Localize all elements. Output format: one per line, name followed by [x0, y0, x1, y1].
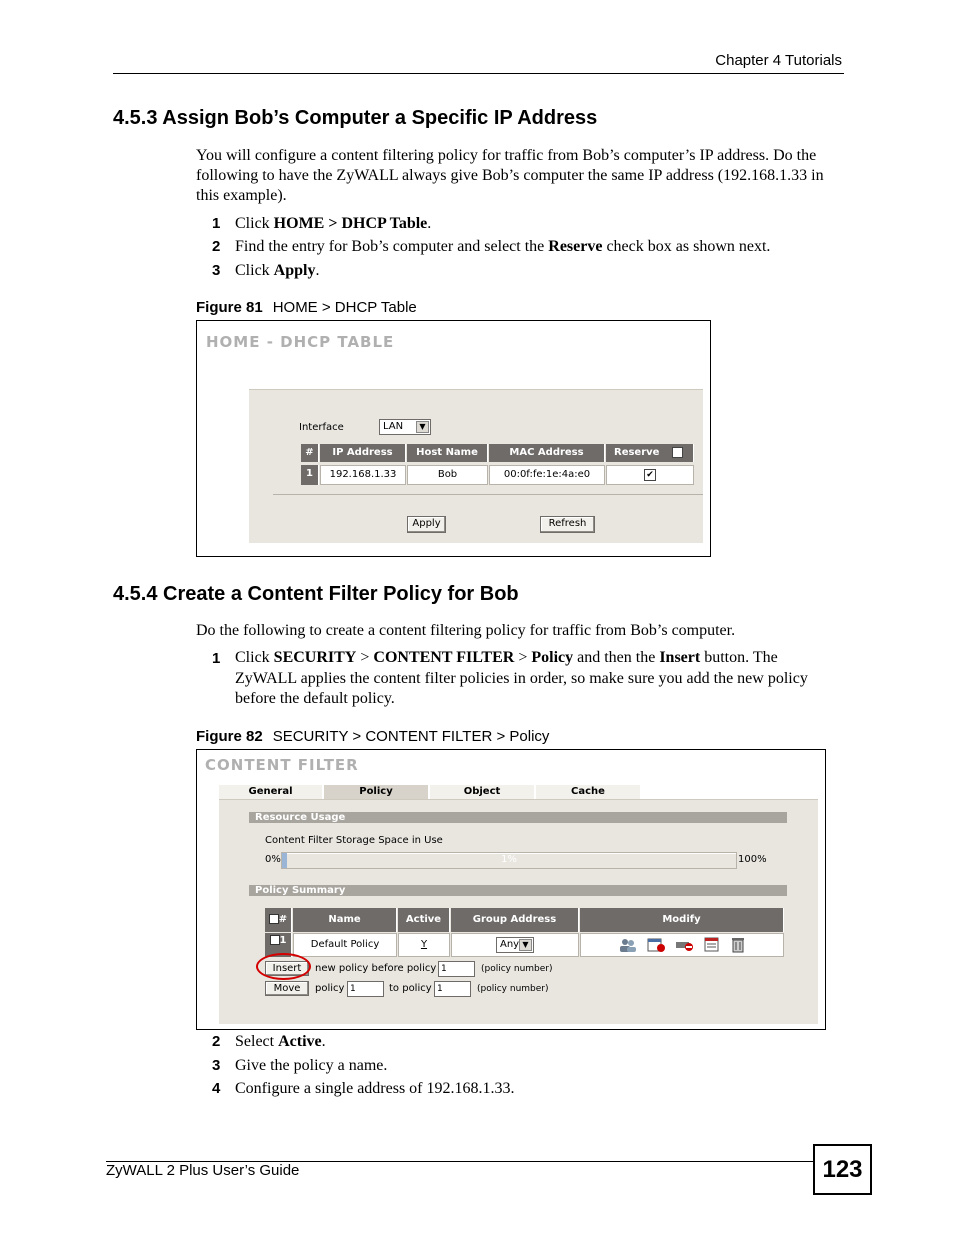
step-text: Configure a single address of 192.168.1.33.	[235, 1080, 515, 1097]
policy-text: policy	[315, 983, 345, 994]
screen-title: CONTENT FILTER	[205, 756, 359, 774]
step-bold: HOME > DHCP Table	[273, 215, 428, 232]
step-text: Click	[235, 215, 274, 232]
move-policy-input[interactable]: 1	[347, 981, 384, 997]
list-icon[interactable]	[704, 937, 720, 953]
guide-title: ZyWALL 2 Plus User’s Guide	[106, 1162, 300, 1179]
figure-label: Figure 82	[196, 728, 263, 745]
col-reserve	[606, 444, 694, 462]
chevron-down-icon: ▼	[519, 939, 532, 951]
figure-82-screenshot	[196, 749, 826, 1030]
step-text: .	[321, 1033, 326, 1050]
usage-min: 0%	[265, 854, 281, 865]
page-number: 123	[813, 1144, 872, 1195]
reserve-checkbox[interactable]: ✔	[644, 469, 656, 481]
col-reserve-label: Reserve	[614, 447, 660, 458]
step-text: .	[315, 262, 320, 279]
group-value: Any	[500, 939, 520, 950]
figure-caption-text: SECURITY > CONTENT FILTER > Policy	[272, 728, 550, 745]
step-bold: Reserve	[548, 238, 603, 255]
step-bold: Policy	[531, 649, 574, 666]
trash-icon[interactable]	[731, 936, 745, 954]
move-button[interactable]: Move	[265, 981, 309, 996]
step-text: Click	[235, 262, 274, 279]
col-mac-address: MAC Address	[489, 444, 605, 462]
block-icon[interactable]	[675, 937, 695, 953]
step-text: Select	[235, 1033, 279, 1050]
row-name: Default Policy	[293, 933, 397, 957]
header-rule	[113, 73, 844, 74]
step-text: and then the	[573, 649, 660, 666]
section1-intro: You will configure a content filtering policy for traffic from Bob’s computer’s IP address. Do the following to have the ZyWALL always give Bob’s computer the same IP address (192.168.1.33 in this example).	[196, 147, 824, 204]
expand-row-icon[interactable]: +	[270, 935, 279, 945]
figure-82-caption	[196, 728, 549, 745]
step-text: Click	[235, 649, 274, 666]
step-text: check box as shown next.	[602, 238, 771, 255]
resource-usage-bar: Resource Usage	[249, 812, 787, 823]
col-name: Name	[293, 908, 397, 932]
insert-highlight-circle	[256, 953, 311, 980]
col-index-label: #	[278, 914, 288, 925]
section-heading-4-5-3: 4.5.3 Assign Bob’s Computer a Specific IP Address	[113, 107, 598, 129]
step-bold: Active	[278, 1033, 322, 1050]
usage-max: 100%	[738, 854, 767, 865]
row-index: 1	[301, 465, 319, 485]
interface-select[interactable]	[379, 419, 431, 435]
row-mac: 00:0f:fe:1e:4a:e0	[489, 465, 605, 485]
col-group-address: Group Address	[451, 908, 579, 932]
step-text: >	[356, 649, 374, 666]
to-policy-text: to policy	[389, 983, 432, 994]
row-host: Bob	[407, 465, 488, 485]
step-text: button. The ZyWALL applies the content filter policies in order, so make sure you add the new policy before the default policy.	[235, 649, 808, 707]
content-filter-panel	[219, 799, 818, 1024]
figure-label: Figure 81	[196, 299, 263, 316]
expand-all-icon[interactable]: +	[270, 914, 278, 924]
interface-value: LAN	[383, 421, 404, 432]
step-number: 2	[212, 238, 221, 255]
row-reserve-cell	[606, 465, 694, 485]
group-address-select[interactable]	[496, 937, 534, 953]
step-bold: Insert	[659, 649, 701, 666]
step-bold: SECURITY	[273, 649, 357, 666]
step-bold: CONTENT FILTER	[373, 649, 515, 666]
tab-policy[interactable]: Policy	[324, 785, 428, 801]
step-number: 3	[212, 262, 221, 279]
figure-81-caption	[196, 299, 417, 316]
usage-progress-bar	[281, 852, 737, 869]
tab-cache[interactable]: Cache	[536, 785, 640, 801]
figure-caption-text: HOME > DHCP Table	[272, 299, 417, 316]
policy-number-hint: (policy number)	[481, 964, 553, 974]
col-index	[265, 908, 292, 932]
step-text: >	[514, 649, 532, 666]
policy-number-hint: (policy number)	[477, 984, 549, 994]
new-policy-text: new policy before policy	[315, 963, 437, 974]
row-group-cell	[451, 933, 579, 957]
policy-summary-bar: Policy Summary	[249, 885, 787, 896]
row-ip: 192.168.1.33	[320, 465, 406, 485]
dhcp-panel	[249, 389, 703, 543]
step-text: Find the entry for Bob’s computer and select the	[235, 238, 549, 255]
col-index: #	[301, 444, 319, 462]
row-modify-cell	[580, 933, 784, 957]
refresh-button[interactable]: Refresh	[540, 516, 595, 533]
insert-button[interactable]: Insert	[265, 961, 309, 976]
col-host-name: Host Name	[407, 444, 488, 462]
step-bold: Apply	[273, 262, 316, 279]
step-text: Give the policy a name.	[235, 1057, 388, 1074]
section-heading-4-5-4: 4.5.4 Create a Content Filter Policy for Bob	[113, 583, 519, 605]
reserve-all-checkbox[interactable]	[672, 447, 683, 458]
figure-81-screenshot	[196, 320, 711, 557]
chevron-down-icon: ▼	[416, 421, 429, 433]
step-number: 1	[212, 215, 221, 232]
apply-button[interactable]: Apply	[407, 516, 446, 533]
new-policy-input[interactable]: 1	[438, 961, 475, 977]
to-policy-input[interactable]: 1	[434, 981, 471, 997]
interface-label: Interface	[299, 422, 344, 433]
col-ip-address: IP Address	[320, 444, 406, 462]
step-number: 2	[212, 1033, 221, 1050]
step-number: 4	[212, 1080, 221, 1097]
storage-label: Content Filter Storage Space in Use	[265, 835, 443, 846]
chapter-header: Chapter 4 Tutorials	[715, 52, 842, 69]
tab-general[interactable]: General	[219, 785, 322, 801]
step-text: .	[427, 215, 432, 232]
divider	[273, 494, 703, 495]
screen-title: HOME - DHCP TABLE	[206, 333, 395, 351]
schedule-icon[interactable]	[647, 937, 667, 953]
users-icon[interactable]	[619, 937, 637, 953]
section2-intro: Do the following to create a content filtering policy for traffic from Bob’s computer.	[196, 622, 736, 639]
row-index-label: 1	[279, 935, 287, 946]
step-number: 3	[212, 1057, 221, 1074]
tab-object[interactable]: Object	[430, 785, 534, 801]
row-active: Y	[398, 933, 450, 957]
col-modify: Modify	[580, 908, 784, 932]
usage-value: 1%	[501, 854, 517, 865]
col-active: Active	[398, 908, 450, 932]
step-number: 1	[212, 650, 221, 667]
